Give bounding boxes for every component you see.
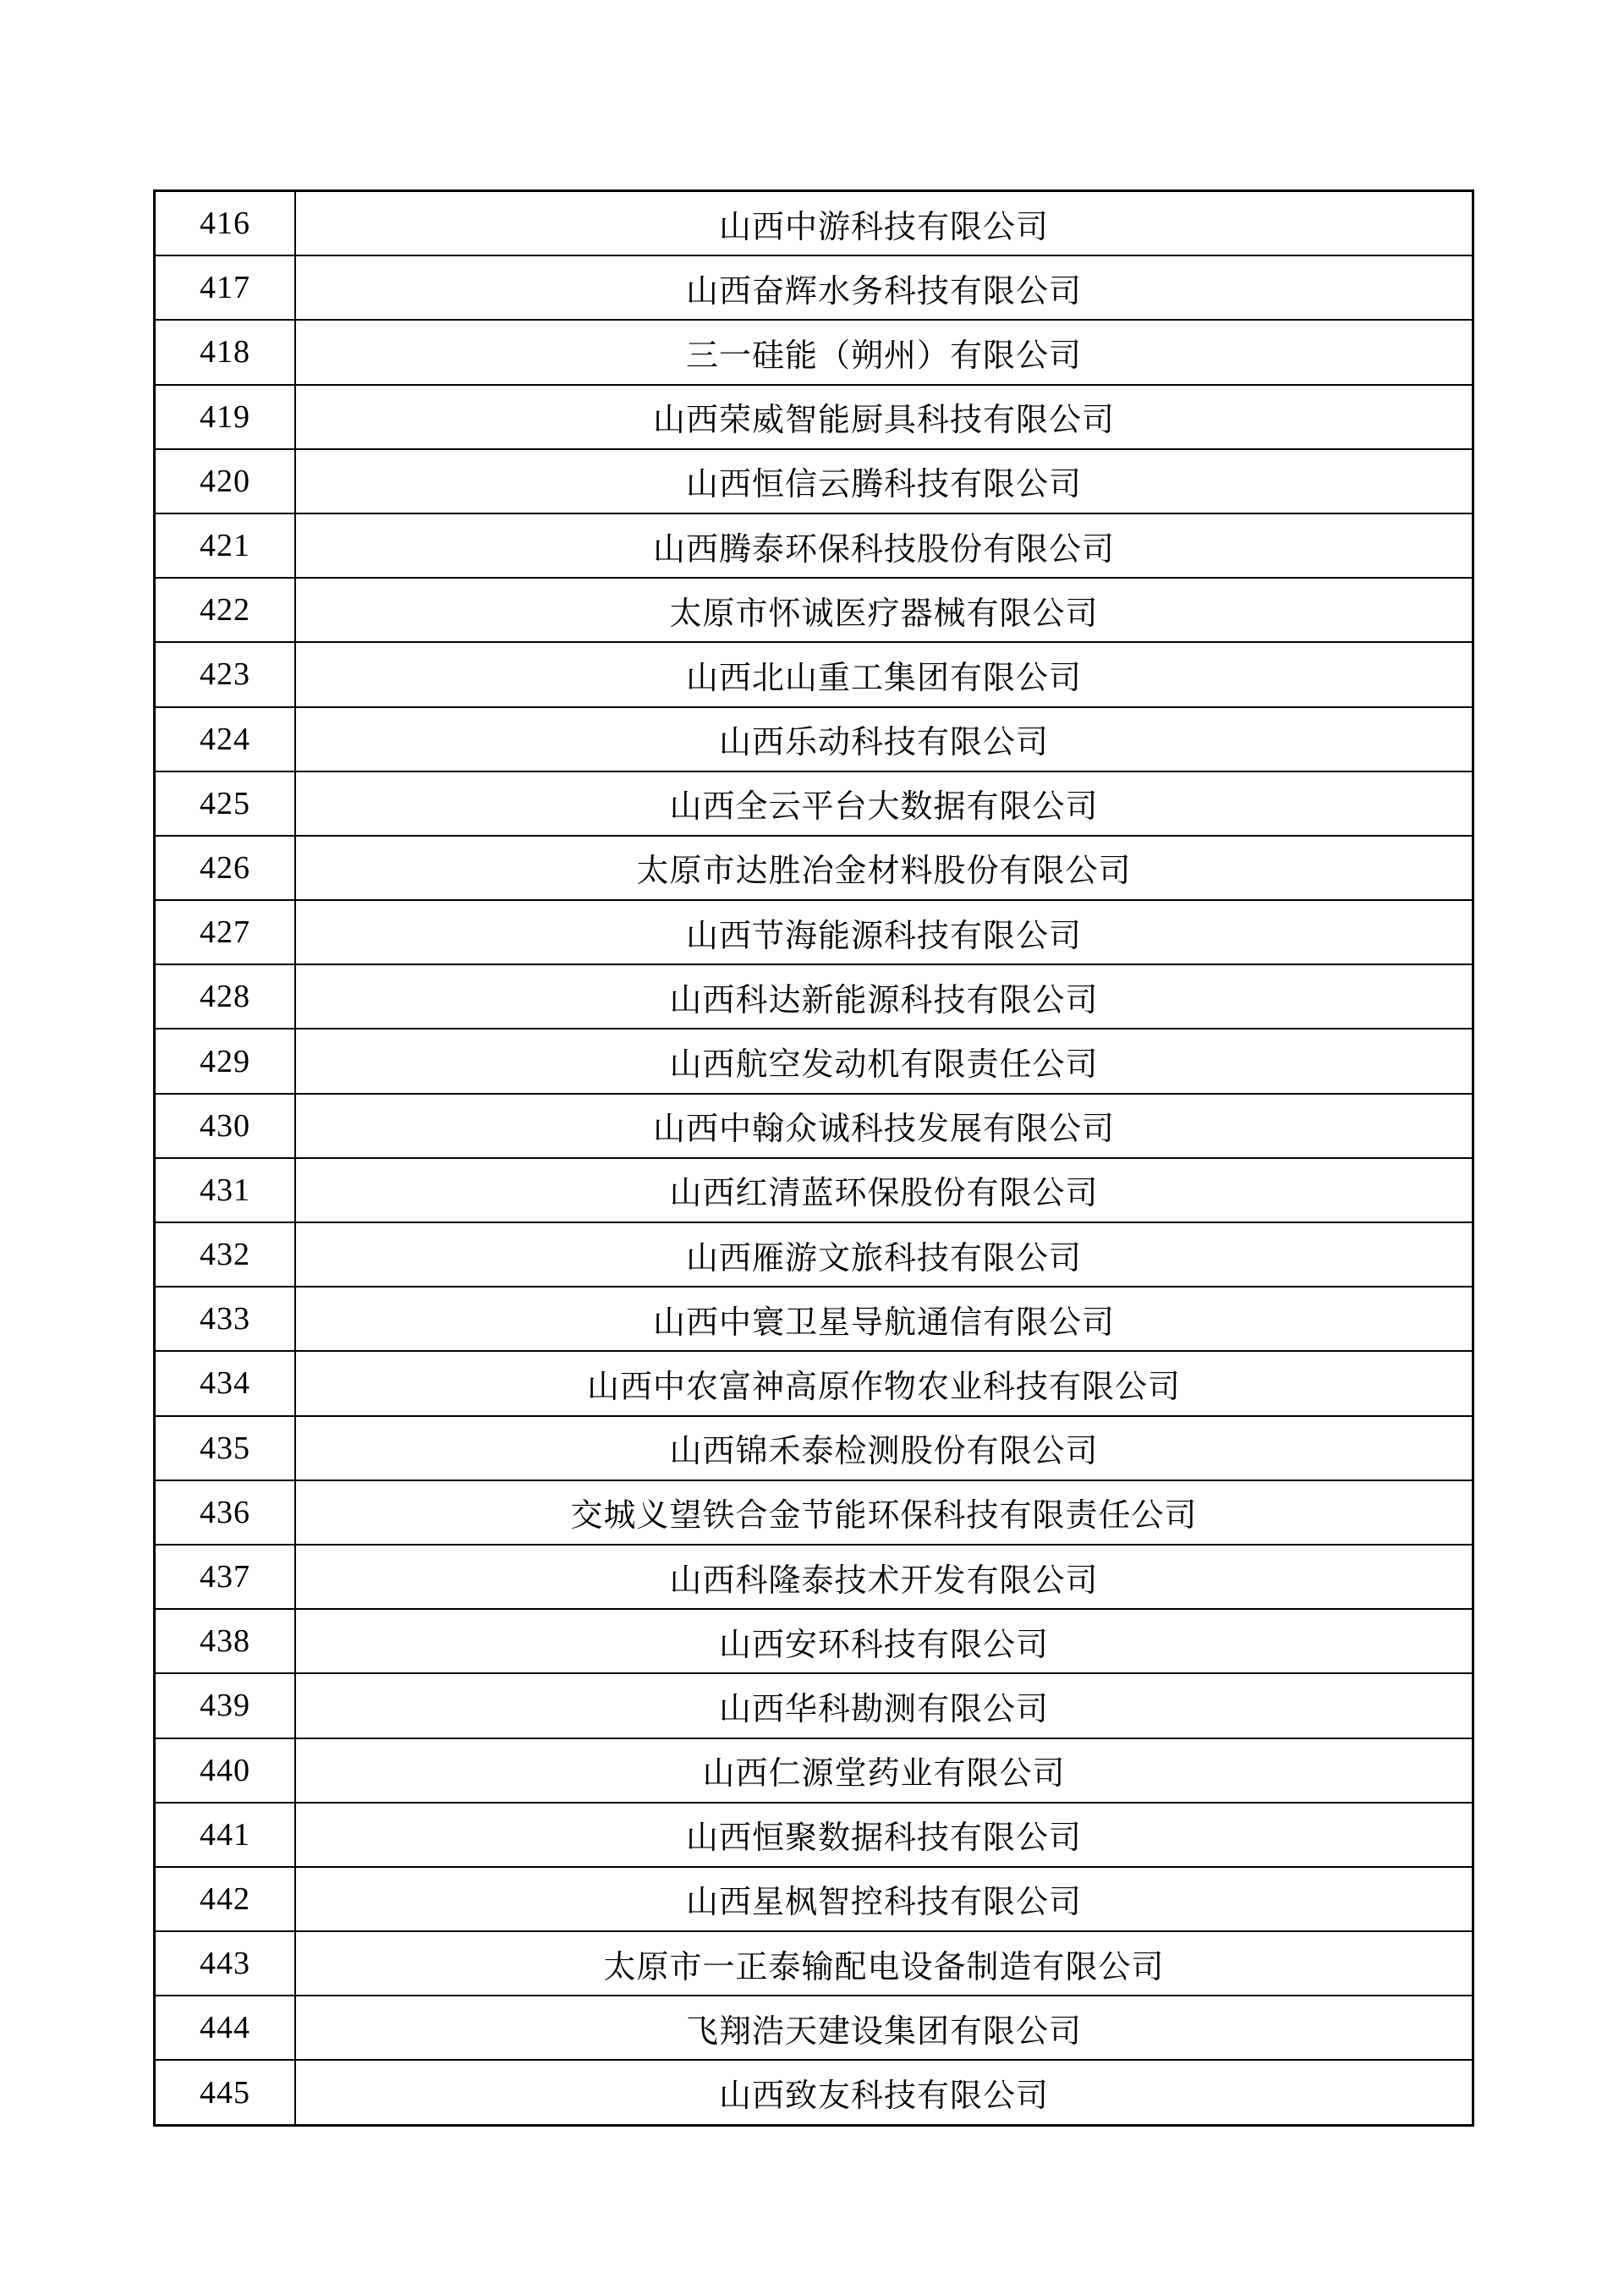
table-row <box>155 1158 1473 1222</box>
company-name-cell: 山西科达新能源科技有限公司 <box>295 964 1473 1029</box>
company-name-cell: 山西北山重工集团有限公司 <box>295 642 1473 706</box>
table-row <box>155 1931 1473 1996</box>
company-name-cell: 山西恒聚数据科技有限公司 <box>295 1803 1473 1867</box>
row-index-cell: 419 <box>155 385 296 449</box>
row-index-cell: 420 <box>155 449 296 513</box>
company-table <box>153 189 1474 2127</box>
company-name-cell: 三一硅能（朔州）有限公司 <box>295 320 1473 384</box>
row-index-cell: 417 <box>155 255 296 320</box>
row-index-cell: 440 <box>155 1738 296 1803</box>
row-index-cell: 436 <box>155 1480 296 1545</box>
table-row <box>155 449 1473 513</box>
table-row <box>155 2060 1473 2125</box>
row-index-cell: 435 <box>155 1416 296 1480</box>
table-row <box>155 191 1473 256</box>
company-name-cell: 山西科隆泰技术开发有限公司 <box>295 1545 1473 1609</box>
table-row <box>155 1351 1473 1415</box>
row-index-cell: 421 <box>155 513 296 578</box>
company-name-cell: 山西星枫智控科技有限公司 <box>295 1867 1473 1931</box>
company-name-cell: 山西中翰众诚科技发展有限公司 <box>295 1094 1473 1158</box>
row-index-cell: 442 <box>155 1867 296 1931</box>
company-name-cell: 山西致友科技有限公司 <box>295 2060 1473 2125</box>
table-row <box>155 513 1473 578</box>
table-row <box>155 642 1473 706</box>
row-index-cell: 423 <box>155 642 296 706</box>
row-index-cell: 416 <box>155 191 296 256</box>
row-index-cell: 425 <box>155 771 296 836</box>
company-name-cell: 太原市一正泰输配电设备制造有限公司 <box>295 1931 1473 1996</box>
row-index-cell: 427 <box>155 900 296 964</box>
company-name-cell: 山西锦禾泰检测股份有限公司 <box>295 1416 1473 1480</box>
table-row <box>155 1222 1473 1287</box>
row-index-cell: 429 <box>155 1029 296 1093</box>
row-index-cell: 434 <box>155 1351 296 1415</box>
company-name-cell: 山西中寰卫星导航通信有限公司 <box>295 1287 1473 1351</box>
row-index-cell: 437 <box>155 1545 296 1609</box>
table-row <box>155 1738 1473 1803</box>
row-index-cell: 441 <box>155 1803 296 1867</box>
row-index-cell: 443 <box>155 1931 296 1996</box>
table-row <box>155 255 1473 320</box>
table-row <box>155 1867 1473 1931</box>
company-name-cell: 飞翔浩天建设集团有限公司 <box>295 1996 1473 2060</box>
company-name-cell: 山西全云平台大数据有限公司 <box>295 771 1473 836</box>
row-index-cell: 432 <box>155 1222 296 1287</box>
company-name-cell: 山西乐动科技有限公司 <box>295 707 1473 771</box>
table-row <box>155 1416 1473 1480</box>
company-name-cell: 山西奋辉水务科技有限公司 <box>295 255 1473 320</box>
table-row <box>155 836 1473 900</box>
company-name-cell: 太原市怀诚医疗器械有限公司 <box>295 578 1473 642</box>
table-row <box>155 1803 1473 1867</box>
row-index-cell: 418 <box>155 320 296 384</box>
table-row <box>155 707 1473 771</box>
table-row <box>155 578 1473 642</box>
company-name-cell: 山西节海能源科技有限公司 <box>295 900 1473 964</box>
table-row <box>155 964 1473 1029</box>
company-name-cell: 山西荣威智能厨具科技有限公司 <box>295 385 1473 449</box>
table-row <box>155 1673 1473 1738</box>
table-row <box>155 1609 1473 1673</box>
company-table-body <box>155 191 1473 2126</box>
table-row <box>155 1287 1473 1351</box>
company-name-cell: 山西华科勘测有限公司 <box>295 1673 1473 1738</box>
table-row <box>155 1996 1473 2060</box>
company-name-cell: 山西中农富神高原作物农业科技有限公司 <box>295 1351 1473 1415</box>
table-row <box>155 771 1473 836</box>
table-row <box>155 1029 1473 1093</box>
company-name-cell: 交城义望铁合金节能环保科技有限责任公司 <box>295 1480 1473 1545</box>
company-name-cell: 山西恒信云腾科技有限公司 <box>295 449 1473 513</box>
company-name-cell: 山西雁游文旅科技有限公司 <box>295 1222 1473 1287</box>
table-row <box>155 1094 1473 1158</box>
table-row <box>155 1480 1473 1545</box>
company-name-cell: 山西红清蓝环保股份有限公司 <box>295 1158 1473 1222</box>
company-name-cell: 山西仁源堂药业有限公司 <box>295 1738 1473 1803</box>
row-index-cell: 431 <box>155 1158 296 1222</box>
company-name-cell: 山西安环科技有限公司 <box>295 1609 1473 1673</box>
row-index-cell: 439 <box>155 1673 296 1738</box>
table-row <box>155 1545 1473 1609</box>
table-row <box>155 385 1473 449</box>
company-name-cell: 山西航空发动机有限责任公司 <box>295 1029 1473 1093</box>
row-index-cell: 430 <box>155 1094 296 1158</box>
row-index-cell: 433 <box>155 1287 296 1351</box>
row-index-cell: 445 <box>155 2060 296 2125</box>
row-index-cell: 424 <box>155 707 296 771</box>
table-row <box>155 320 1473 384</box>
row-index-cell: 428 <box>155 964 296 1029</box>
company-name-cell: 山西腾泰环保科技股份有限公司 <box>295 513 1473 578</box>
row-index-cell: 422 <box>155 578 296 642</box>
row-index-cell: 438 <box>155 1609 296 1673</box>
company-name-cell: 太原市达胜冶金材料股份有限公司 <box>295 836 1473 900</box>
row-index-cell: 426 <box>155 836 296 900</box>
company-name-cell: 山西中游科技有限公司 <box>295 191 1473 256</box>
row-index-cell: 444 <box>155 1996 296 2060</box>
table-row <box>155 900 1473 964</box>
